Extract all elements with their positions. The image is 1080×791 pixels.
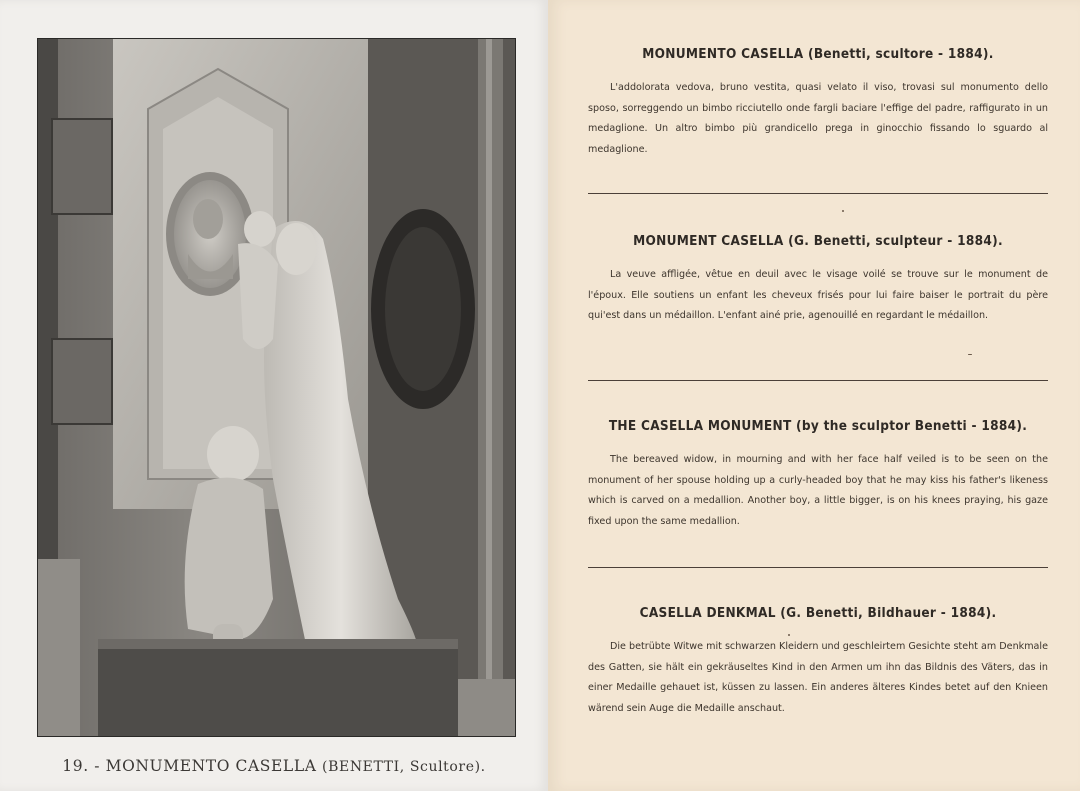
caption-number: 19. bbox=[62, 757, 89, 775]
section-title: MONUMENTO CASELLA (Benetti, scultore - 1884). bbox=[642, 46, 994, 62]
section-french bbox=[588, 233, 1048, 327]
paper-speck bbox=[968, 354, 972, 355]
section-title: CASELLA DENKMAL (G. Benetti, Bildhauer - 1884). bbox=[639, 605, 997, 621]
section-body: L'addolorata vedova, bruno vestita, quasi velato il viso, trovasi sul monumento dello sposo, sorreggendo un bimbo ricciutello onde fargli baciare l'effige del padre, raffigurato in un medaglione. Un altro bimbo più grandicello prega in ginocchio fissando lo sguardo al medaglione. bbox=[588, 82, 1048, 155]
divider bbox=[588, 567, 1048, 568]
monument-illustration bbox=[38, 39, 515, 736]
right-page-text-card bbox=[548, 0, 1080, 791]
paper-speck bbox=[842, 210, 844, 212]
paper-speck bbox=[788, 634, 790, 636]
section-body: The bereaved widow, in mourning and with her face half veiled is to be seen on the monument of her spouse holding up a curly-headed boy that he may kiss his father's likeness which is carved on a medallion. Another boy, a little bigger, is on his knees praying, his gaze fixed upon the same medallion. bbox=[588, 454, 1048, 527]
section-german bbox=[588, 605, 1048, 719]
section-title: MONUMENT CASELLA (G. Benetti, sculpteur - 1884). bbox=[633, 233, 1003, 249]
caption-title: - MONUMENTO CASELLA bbox=[94, 757, 317, 775]
monument-photograph bbox=[37, 38, 516, 737]
section-body: La veuve affligée, vêtue en deuil avec le visage voilé se trouve sur le monument de l'époux. Elle soutiens un enfant les cheveux frisés pour lui faire baiser le portrait du père qui'est dans un médaillon. L'enfant ainé prie, agenouillé en regardant le médaillon. bbox=[588, 269, 1048, 321]
divider bbox=[588, 193, 1048, 194]
section-title: THE CASELLA MONUMENT (by the sculptor Benetti - 1884). bbox=[608, 418, 1028, 434]
divider bbox=[588, 380, 1048, 381]
caption-credit: (BENETTI, Scultore). bbox=[322, 759, 486, 775]
section-body: Die betrübte Witwe mit schwarzen Kleidern und geschleirtem Gesichte steht am Denkmale des Gatten, sie hält ein gekräuseltes Kind in den Armen um ihn das Bildnis des Väters, das in einer Medaille gehauet ist, küssen zu lassen. Ein anderes älteres Kindes betet auf den Knieen wärend sein Auge die Medaille anschaut. bbox=[588, 641, 1048, 714]
section-english bbox=[588, 418, 1048, 532]
photo-caption bbox=[0, 757, 548, 775]
section-italian bbox=[588, 46, 1048, 160]
